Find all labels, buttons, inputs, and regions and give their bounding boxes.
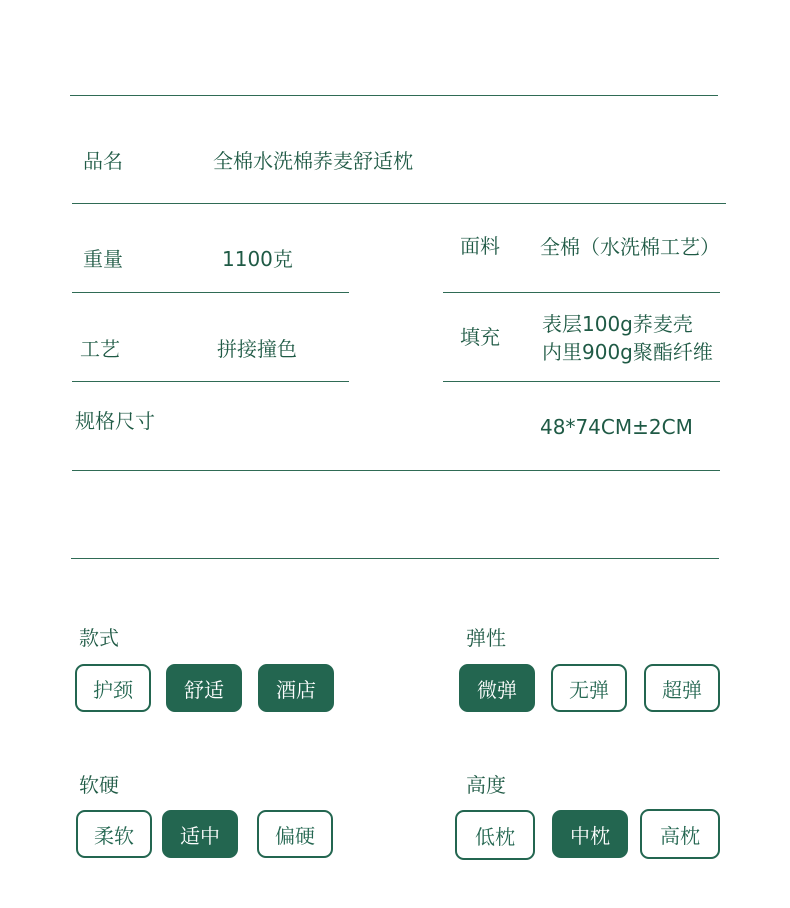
divider-weight [72, 292, 349, 293]
option-elasticity-none[interactable]: 无弹 [551, 664, 627, 712]
option-elasticity-slight[interactable]: 微弹 [459, 664, 535, 712]
option-height-low[interactable]: 低枕 [455, 810, 535, 860]
fabric-value: 全棉（水洗棉工艺） [540, 235, 720, 259]
product-name-label: 品名 [83, 149, 123, 173]
option-height-mid[interactable]: 中枕 [552, 810, 628, 858]
filling-value-line1: 表层100g荞麦壳 [542, 312, 693, 336]
firmness-title: 软硬 [79, 773, 119, 797]
option-elasticity-super[interactable]: 超弹 [644, 664, 720, 712]
option-firmness-soft[interactable]: 柔软 [76, 810, 152, 858]
filling-label: 填充 [460, 325, 500, 349]
divider-filling [443, 381, 720, 382]
option-style-comfort[interactable]: 舒适 [166, 664, 242, 712]
filling-value-line2: 内里900g聚酯纤维 [542, 340, 713, 364]
size-value: 48*74CM±2CM [540, 415, 693, 439]
option-height-high[interactable]: 高枕 [640, 809, 720, 859]
weight-label: 重量 [83, 247, 123, 271]
product-name-value: 全棉水洗棉荞麦舒适枕 [213, 149, 413, 173]
style-title: 款式 [79, 626, 119, 650]
craft-label: 工艺 [80, 337, 120, 361]
weight-value: 1100克 [222, 247, 293, 271]
divider-after-name [72, 203, 726, 204]
divider-section [71, 558, 719, 559]
fabric-label: 面料 [460, 234, 500, 258]
divider-top [70, 95, 718, 96]
divider-craft [72, 381, 349, 382]
option-style-hotel[interactable]: 酒店 [258, 664, 334, 712]
elasticity-title: 弹性 [466, 626, 506, 650]
divider-after-size [72, 470, 720, 471]
option-firmness-firm[interactable]: 偏硬 [257, 810, 333, 858]
height-title: 高度 [466, 773, 506, 797]
size-label: 规格尺寸 [75, 409, 155, 433]
divider-fabric [443, 292, 720, 293]
craft-value: 拼接撞色 [217, 337, 297, 361]
option-firmness-medium[interactable]: 适中 [162, 810, 238, 858]
option-style-neck[interactable]: 护颈 [75, 664, 151, 712]
